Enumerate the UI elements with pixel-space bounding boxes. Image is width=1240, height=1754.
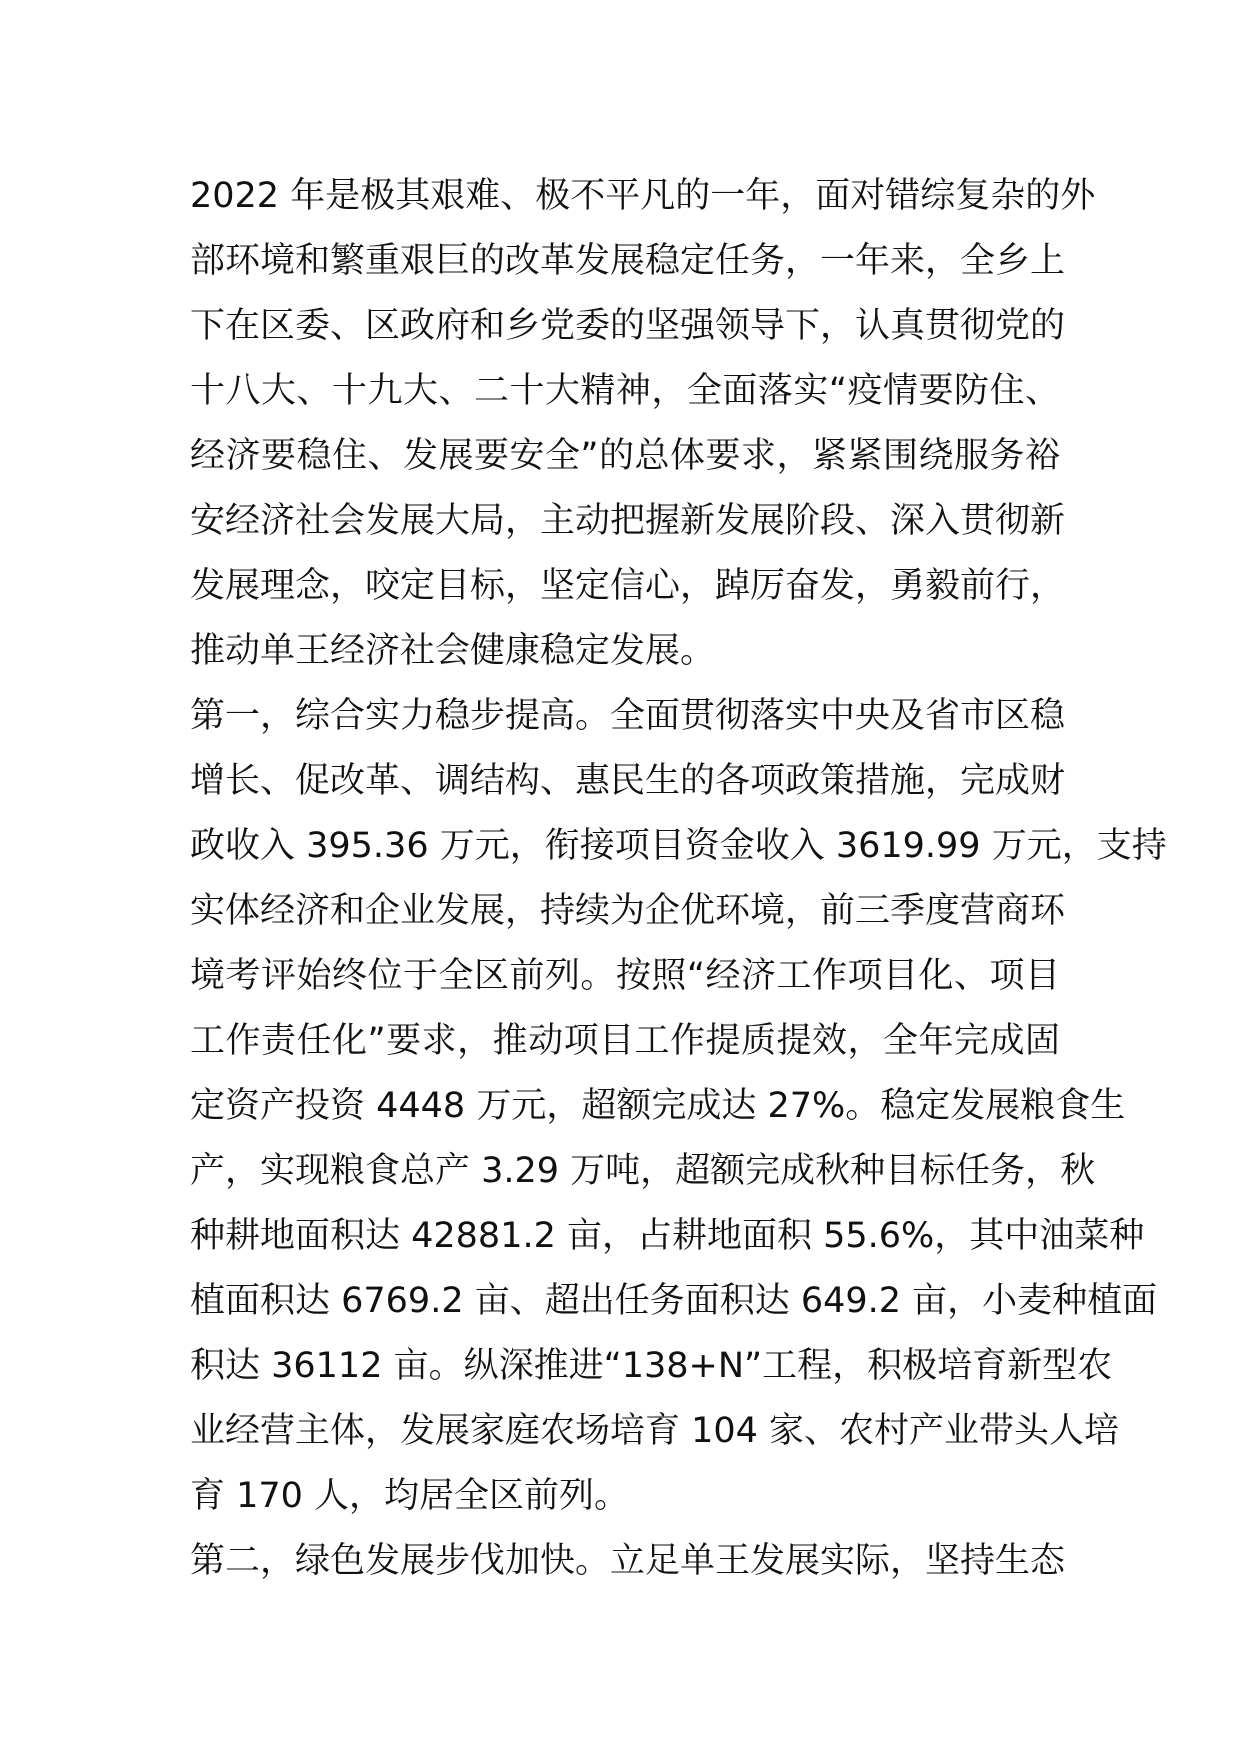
text-line: 经济要稳住、发展要安全”的总体要求，紧紧围绕服务裕: [190, 436, 1060, 476]
document-body: [190, 164, 1167, 1594]
text-line: 部环境和繁重艰巨的改革发展稳定任务，一年来，全乡上: [190, 241, 1066, 281]
text-line: 第一，综合实力稳步提高。全面贯彻落实中央及省市区稳: [190, 696, 1066, 736]
paragraph-intro: [190, 164, 1096, 684]
text-line: 下在区委、区政府和乡党委的坚强领导下，认真贯彻党的: [190, 306, 1066, 346]
text-line: 植面积达 6769.2 亩、超出任务面积达 649.2 亩，小麦种植面: [190, 1281, 1158, 1321]
text-line: 种耕地面积达 42881.2 亩，占耕地面积 55.6%，其中油菜种: [190, 1216, 1145, 1256]
text-line: 第二，绿色发展步伐加快。立足单王发展实际，坚持生态: [190, 1541, 1066, 1581]
text-line: 积达 36112 亩。纵深推进“138+N”工程，积极培育新型农: [190, 1346, 1113, 1386]
text-line: 2022 年是极其艰难、极不平凡的一年，面对错综复杂的外: [190, 176, 1096, 216]
text-line: 推动单王经济社会健康稳定发展。: [190, 631, 716, 671]
text-line: 境考评始终位于全区前列。按照“经济工作项目化、项目: [190, 956, 1060, 996]
paragraph-first-point: [190, 684, 1167, 1529]
text-line: 产，实现粮食总产 3.29 万吨，超额完成秋种目标任务，秋: [190, 1151, 1096, 1191]
text-line: 增长、促改革、调结构、惠民生的各项政策措施，完成财: [190, 761, 1066, 801]
text-line: 十八大、十九大、二十大精神，全面落实“疫情要防住、: [190, 371, 1060, 411]
text-line: 定资产投资 4448 万元，超额完成达 27%。稳定发展粮食生: [190, 1086, 1126, 1126]
text-line: 发展理念，咬定目标，坚定信心，踔厉奋发，勇毅前行，: [190, 566, 1066, 606]
paragraph-second-point: [190, 1529, 1066, 1594]
text-line: 实体经济和企业发展，持续为企优环境，前三季度营商环: [190, 891, 1066, 931]
text-line: 工作责任化”要求，推动项目工作提质提效，全年完成固: [190, 1021, 1060, 1061]
text-line: 育 170 人，均居全区前列。: [190, 1476, 630, 1516]
text-line: 政收入 395.36 万元，衔接项目资金收入 3619.99 万元，支持: [190, 826, 1167, 866]
text-line: 安经济社会发展大局，主动把握新发展阶段、深入贯彻新: [190, 501, 1066, 541]
text-line: 业经营主体，发展家庭农场培育 104 家、农村产业带头人培: [190, 1411, 1120, 1451]
